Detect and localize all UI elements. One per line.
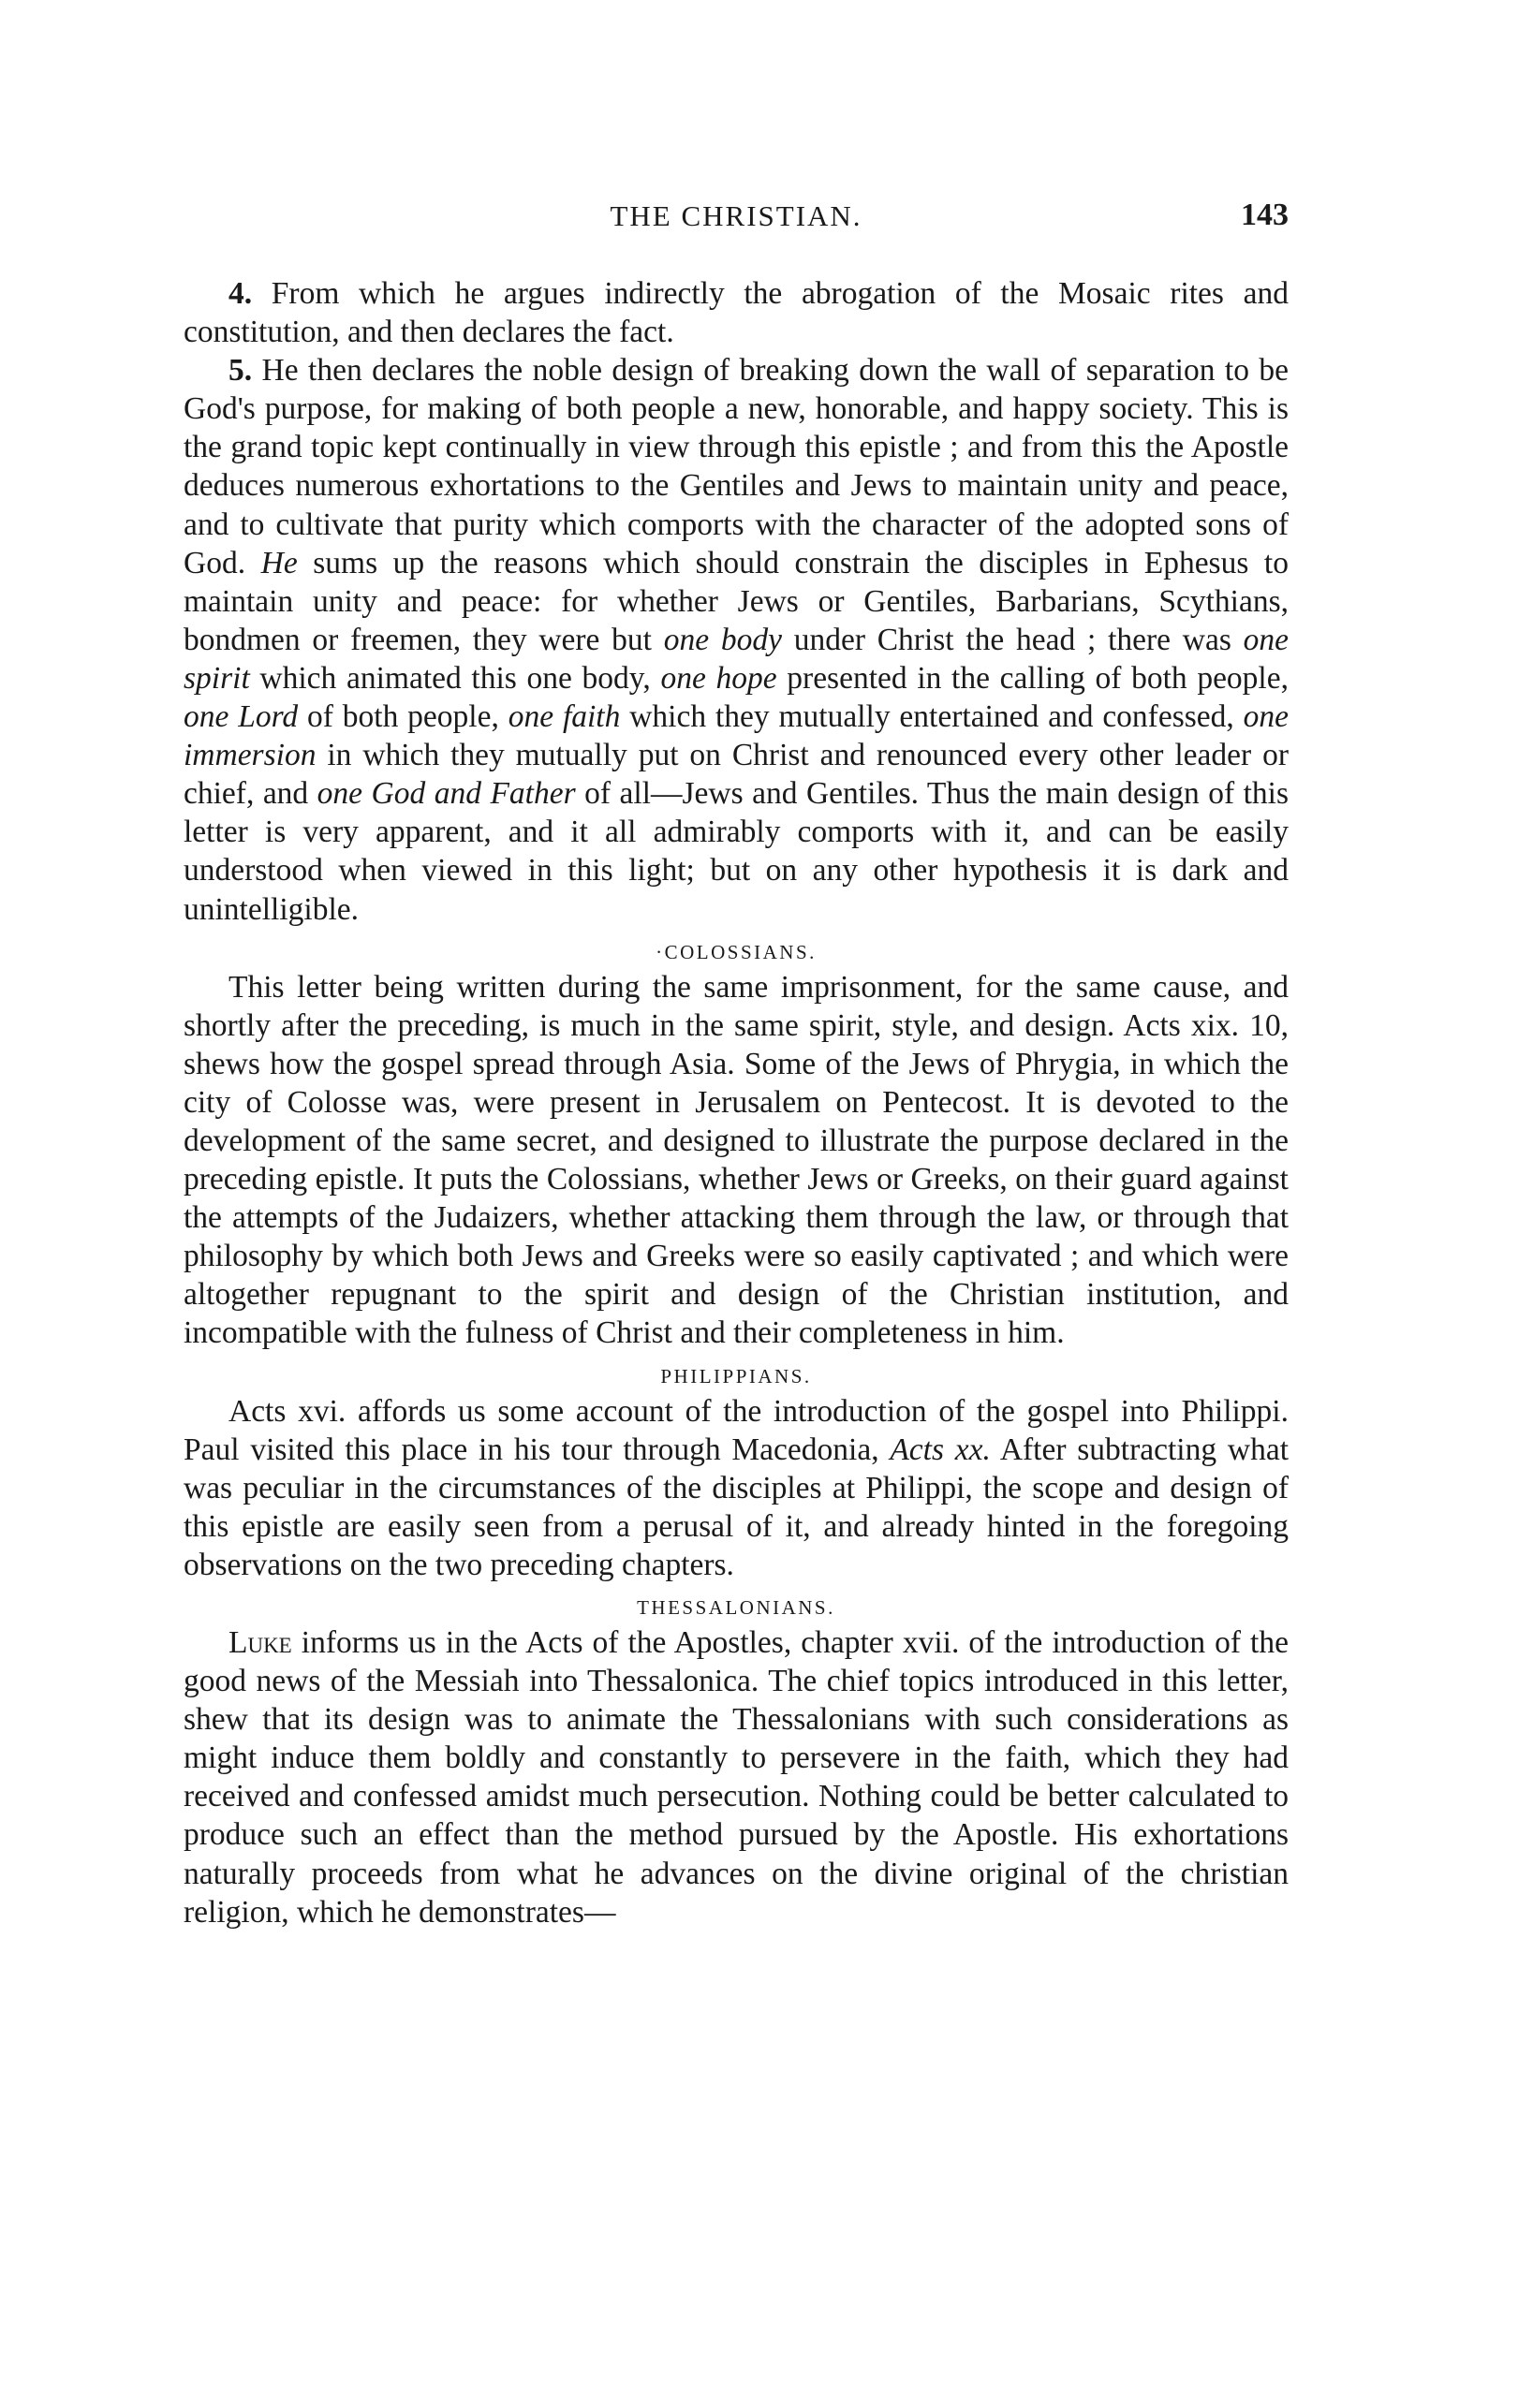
- emphasis: He: [260, 545, 298, 580]
- paragraph-text: under Christ the head ; there was: [781, 622, 1244, 657]
- section-heading-philippians: PHILIPPIANS.: [660, 1364, 812, 1388]
- emphasis: one immersion: [184, 699, 1290, 773]
- paragraph-5: [184, 351, 1289, 928]
- paragraph-text: presented in the calling of both people,: [776, 660, 1289, 696]
- page-number: 143: [1241, 198, 1289, 232]
- emphasis: one spirit: [184, 622, 1289, 696]
- thessalonians-paragraph: [184, 1623, 1289, 1931]
- emphasis: one faith: [508, 699, 621, 735]
- emphasis: one Lord: [184, 699, 299, 735]
- running-title: THE CHRISTIAN.: [610, 199, 862, 232]
- paragraph-text: of all—Jews and Gentiles. Thus the main design of this letter is very apparent, and it all admirably comports with it, and can be easily understood when viewed in this light; but on any other hypothesis it is dark and unintelligible.: [184, 776, 1289, 927]
- lead-word: Luke: [228, 1625, 292, 1660]
- paragraph-text: From which he argues indirectly the abrogation of the Mosaic rites and constitution, and then declares the fact.: [184, 276, 1289, 350]
- main-text: [184, 274, 1289, 1931]
- paragraph-text: sums up the reasons which should constrain the disciples in Ephesus to maintain unity and peace: for whether Jews or Gentiles, Barbarians, Scythians, bondmen or freemen, they were but: [184, 545, 1289, 657]
- emphasis: one God and Father: [317, 776, 576, 812]
- paragraph-text: in which they mutually put on Christ and renounced every other leader or chief, and: [184, 738, 1289, 812]
- emphasis: one body: [663, 622, 782, 657]
- emphasis: Acts xx.: [890, 1432, 991, 1467]
- paragraph-text: which animated this one body,: [249, 660, 661, 696]
- section-heading-colossians: ·COLOSSIANS.: [656, 940, 817, 963]
- section-heading-thessalonians: THESSALONIANS.: [637, 1596, 835, 1619]
- paragraph-text: informs us in the Acts of the Apostles, chapter xvii. of the introduction of the good news of the Messiah into Thessalonica. The chief topics introduced in this letter, shew that its design was to animate the Thessalonians with such considerations as might induce them boldly and constantly to persevere in the faith, which they had received and confessed amidst much persecution. Nothing could be better calculated to produce such an effect than the method pursued by the Apostle. His exhortations naturally proceeds from what he advances on the divine original of the christian religion, which he demonstrates—: [184, 1625, 1289, 1930]
- paragraph-4: [184, 274, 1289, 351]
- paragraph-number: 5.: [228, 353, 253, 389]
- paragraph-text: Acts xvi. affords us some account of the introduction of the gospel into Philippi. Paul visited this place in his tour through Macedonia,: [184, 1393, 1289, 1467]
- philippians-paragraph: [184, 1392, 1289, 1584]
- paragraph-text: of both people,: [298, 699, 508, 735]
- emphasis: one hope: [660, 660, 777, 696]
- paragraph-number: 4.: [228, 276, 253, 311]
- colossians-paragraph: This letter being written during the same imprisonment, for the same cause, and shortly after the preceding, is much in the same spirit, style, and design. Acts xix. 10, shews how the gospel spread through Asia. Some of the Jews of Phrygia, in which the city of Colosse was, were present in Jerusalem on Pentecost. It is devoted to the development of the same secret, and designed to illustrate the purpose declared in the preceding epistle. It puts the Colossians, whether Jews or Greeks, on their guard against the attempts of the Judaizers, whether attacking them through the law, or through that philosophy by which both Jews and Greeks were so easily captivated ; and which were altogether repugnant to the spirit and design of the Christian institution, and incompatible with the fulness of Christ and their completeness in him.: [184, 969, 1289, 1351]
- running-head: [184, 199, 1289, 241]
- paragraph-text: He then declares the noble design of breaking down the wall of separation to be God's purpose, for making of both people a new, honorable, and happy society. This is the grand topic kept continually in view through this epistle ; and from this the Apostle deduces numerous exhortations to the Gentiles and Jews to maintain unity and peace, and to cultivate that purity which comports with the character of the adopted sons of God.: [184, 353, 1289, 580]
- paragraph-text: which they mutually entertained and confessed,: [620, 699, 1244, 735]
- paragraph-text: After subtracting what was peculiar in the circumstances of the disciples at Philippi, the scope and design of this epistle are easily seen from a perusal of it, and already hinted in the foregoing observations on the two preceding chapters.: [184, 1432, 1289, 1582]
